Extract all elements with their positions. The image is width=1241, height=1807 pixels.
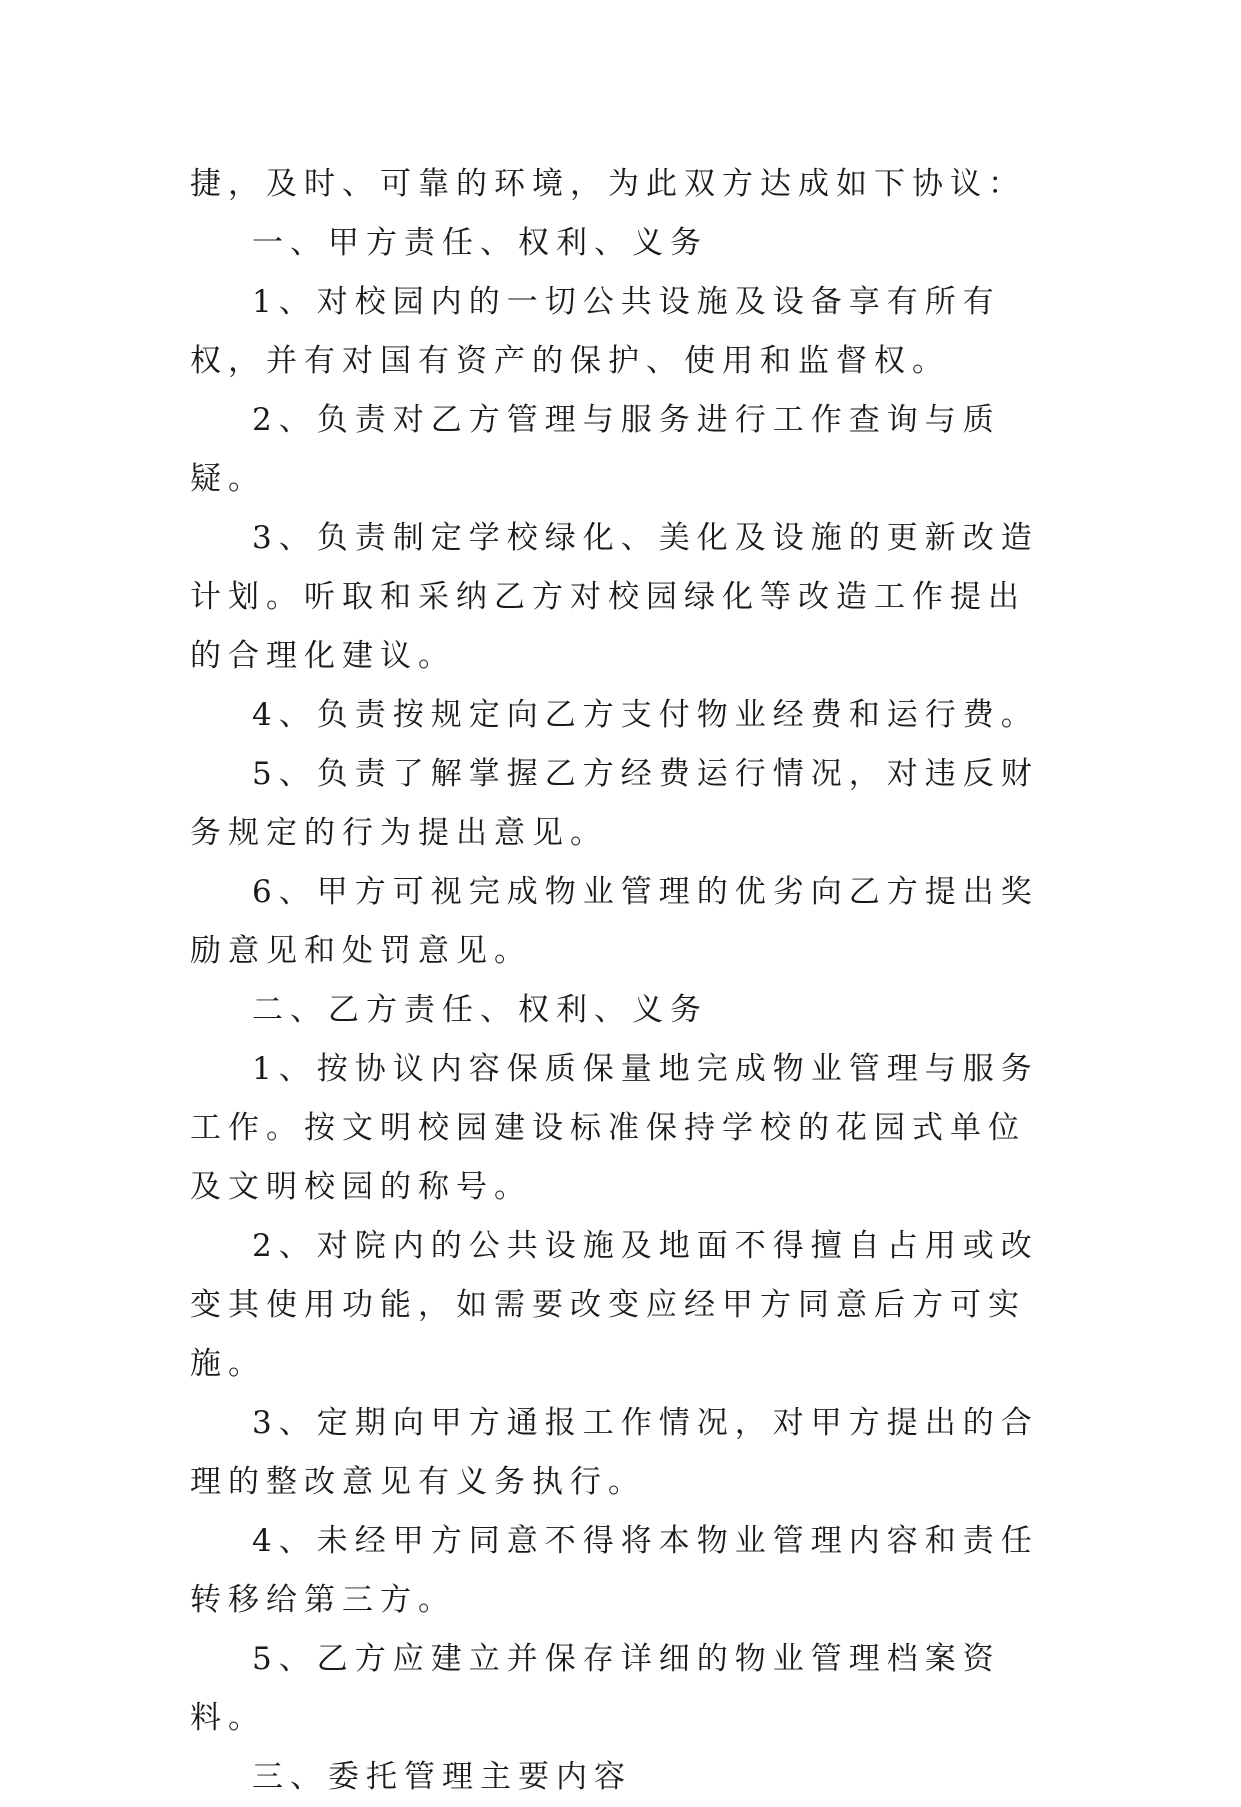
clause-b-1: 1、按协议内容保质保量地完成物业管理与服务工作。按文明校园建设标准保持学校的花园式单位及文明校园的称号。	[190, 1051, 1039, 1205]
document-body	[190, 155, 1050, 1807]
clause-a-2: 2、负责对乙方管理与服务进行工作查询与质疑。	[190, 402, 1001, 497]
clause-a-5: 5、负责了解掌握乙方经费运行情况，对违反财务规定的行为提出意见。	[190, 756, 1039, 851]
section-heading-party-a: 一、甲方责任、权利、义务	[252, 225, 708, 261]
clause-b-2: 2、对院内的公共设施及地面不得擅自占用或改变其使用功能，如需要改变应经甲方同意后方可实施。	[190, 1228, 1039, 1382]
clause-a-4: 4、负责按规定向乙方支付物业经费和运行费。	[252, 697, 1039, 733]
clause-b-3: 3、定期向甲方通报工作情况，对甲方提出的合理的整改意见有义务执行。	[190, 1405, 1039, 1500]
clause-a-6: 6、甲方可视完成物业管理的优劣向乙方提出奖励意见和处罚意见。	[190, 874, 1039, 969]
clause-b-4: 4、未经甲方同意不得将本物业管理内容和责任转移给第三方。	[190, 1523, 1039, 1618]
section-heading-party-b: 二、乙方责任、权利、义务	[252, 992, 708, 1028]
clause-b-5: 5、乙方应建立并保存详细的物业管理档案资料。	[190, 1641, 1001, 1736]
clause-a-3: 3、负责制定学校绿化、美化及设施的更新改造计划。听取和采纳乙方对校园绿化等改造工作提出的合理化建议。	[190, 520, 1039, 674]
paragraph-continuation: 捷，及时、可靠的环境，为此双方达成如下协议：	[190, 166, 1026, 202]
section-heading-management-content: 三、委托管理主要内容	[252, 1759, 632, 1795]
clause-a-1: 1、对校园内的一切公共设施及设备享有所有权，并有对国有资产的保护、使用和监督权。	[190, 284, 1001, 379]
